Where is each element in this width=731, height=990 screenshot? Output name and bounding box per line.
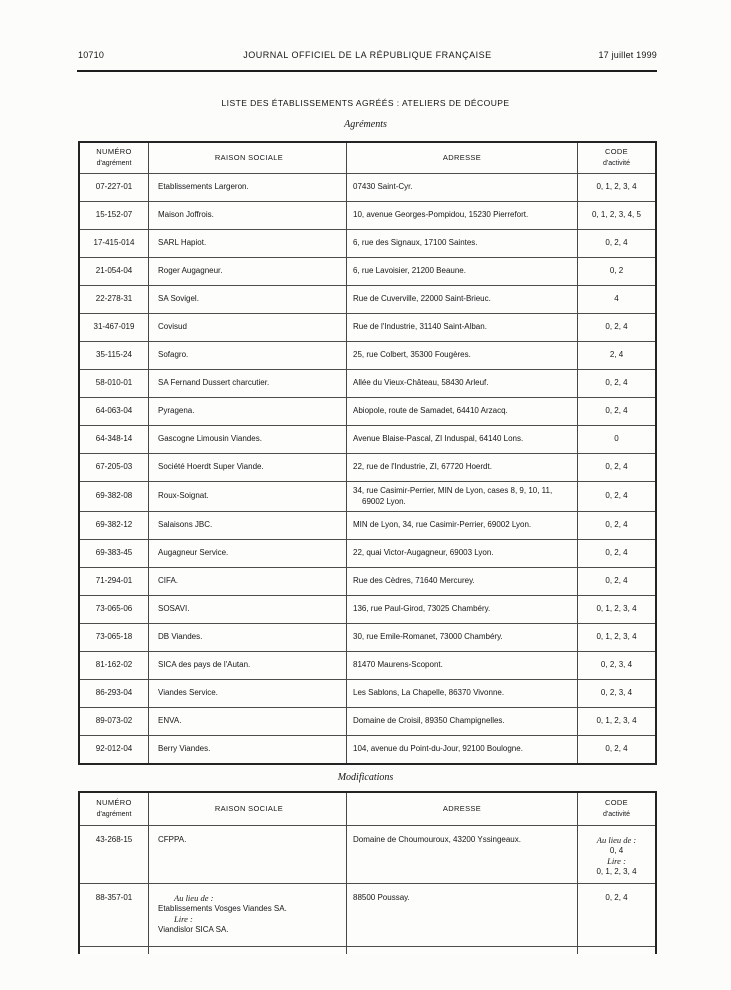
cell-numero-agrement-text: 64-348-14 bbox=[95, 434, 133, 444]
cell-numero-agrement-text: 88-357-01 bbox=[95, 893, 133, 902]
cell-adresse-text: 34, rue Casimir-Perrier, MIN de Lyon, cases 8, 9, 10, 11, 69002 Lyon. bbox=[353, 486, 553, 506]
cell-adresse bbox=[346, 652, 577, 679]
cell-code-activite-text: 0, 1, 2, 3, 4 bbox=[596, 604, 637, 614]
cell-numero-agrement bbox=[80, 708, 148, 735]
cell-code-activite bbox=[577, 884, 655, 946]
cell-raison-sociale-text: DB Viandes. bbox=[158, 632, 203, 642]
cell-adresse bbox=[346, 512, 577, 539]
cell-adresse-text: MIN de Lyon, 34, rue Casimir-Perrier, 69002 Lyon. bbox=[353, 520, 532, 530]
cell-code-activite bbox=[577, 826, 655, 883]
cell-adresse bbox=[346, 680, 577, 707]
cell-raison-sociale bbox=[148, 512, 346, 539]
column-header-sublabel: d'agrément bbox=[96, 159, 132, 167]
cell-raison-sociale bbox=[148, 884, 346, 946]
cell-adresse-text: 88500 Poussay. bbox=[353, 893, 410, 902]
cell-adresse-text: 81470 Maurens-Scopont. bbox=[353, 660, 443, 670]
cell-code-activite-text: 0, 1, 2, 3, 4 bbox=[596, 632, 637, 642]
section-subtitle-agrements: Agréments bbox=[344, 119, 387, 130]
cell-adresse-text: Avenue Blaise-Pascal, ZI Induspal, 64140 Lons. bbox=[353, 434, 524, 444]
cell-numero-agrement bbox=[80, 652, 148, 679]
cell-numero-agrement-text: 35-115-24 bbox=[96, 350, 132, 360]
cell-line: Au lieu de : bbox=[174, 893, 214, 903]
cell-code-activite bbox=[577, 230, 655, 257]
cell-lines bbox=[158, 893, 340, 935]
cell-adresse bbox=[346, 596, 577, 623]
cell-code-activite-text: 0, 2, 4 bbox=[605, 322, 628, 332]
cell-code-activite bbox=[577, 680, 655, 707]
cell-adresse bbox=[346, 398, 577, 425]
journal-title: JOURNAL OFFICIEL DE LA RÉPUBLIQUE FRANÇAISE bbox=[243, 50, 492, 60]
cell-numero-agrement bbox=[80, 258, 148, 285]
column-header-sublabel: d'agrément bbox=[96, 810, 132, 818]
cell-raison-sociale bbox=[148, 370, 346, 397]
cell-numero-agrement-text: 67-205-03 bbox=[95, 462, 133, 472]
cell-adresse bbox=[346, 454, 577, 481]
cell-numero-agrement bbox=[80, 884, 148, 946]
cell-raison-sociale bbox=[148, 596, 346, 623]
cell-raison-sociale bbox=[148, 258, 346, 285]
cell-adresse bbox=[346, 884, 577, 946]
cell-numero-agrement-text: 92-012-04 bbox=[95, 744, 133, 754]
cell-adresse bbox=[346, 370, 577, 397]
cell-adresse-text: 104, avenue du Point-du-Jour, 92100 Boulogne. bbox=[353, 744, 523, 754]
cell-adresse bbox=[346, 568, 577, 595]
cell-adresse-text: 22, quai Victor-Augagneur, 69003 Lyon. bbox=[353, 548, 494, 558]
cell-code-activite-text: 0, 2, 4 bbox=[605, 520, 628, 530]
cell-raison-sociale bbox=[148, 174, 346, 201]
cell-code-activite-text: 0, 2, 3, 4 bbox=[600, 660, 633, 670]
cell-adresse bbox=[346, 230, 577, 257]
column-header-sublabel: d'activité bbox=[602, 159, 630, 167]
cell-code-activite bbox=[577, 624, 655, 651]
column-header-label: RAISON SOCIALE bbox=[214, 803, 284, 813]
cell-numero-agrement bbox=[80, 286, 148, 313]
column-header-c-code bbox=[577, 143, 655, 173]
table-row bbox=[80, 453, 655, 481]
cell-adresse-text: Rue de l'Industrie, 31140 Saint-Alban. bbox=[353, 322, 487, 332]
table-row bbox=[80, 539, 655, 567]
cell-adresse-text: 136, rue Paul-Girod, 73025 Chambéry. bbox=[353, 604, 491, 614]
header-rule bbox=[77, 70, 657, 72]
cell-code-activite bbox=[577, 426, 655, 453]
table-row bbox=[80, 397, 655, 425]
cell-code-activite bbox=[577, 398, 655, 425]
cell-code-activite bbox=[577, 482, 655, 511]
cell-code-activite-text: 2, 4 bbox=[609, 350, 624, 360]
cell-line: Viandislor SICA SA. bbox=[158, 924, 229, 934]
cell-numero-agrement bbox=[80, 512, 148, 539]
table-row bbox=[80, 425, 655, 453]
cell-raison-sociale-text: Etablissements Largeron. bbox=[158, 182, 249, 192]
cell-numero-agrement-text: 69-382-12 bbox=[95, 520, 133, 530]
cell-raison-sociale bbox=[148, 314, 346, 341]
cell-raison-sociale-text: Roux-Soignat. bbox=[158, 491, 209, 501]
cell-code-activite-text: 0, 1, 2, 3, 4 bbox=[596, 182, 637, 192]
cell-raison-sociale bbox=[148, 202, 346, 229]
section-subtitle-modifications: Modifications bbox=[337, 772, 394, 783]
cell-raison-sociale-text: ENVA. bbox=[158, 716, 182, 726]
cell-raison-sociale bbox=[148, 736, 346, 763]
cell-code-activite-text: 0, 2, 4 bbox=[605, 548, 628, 558]
column-header-label: ADRESSE bbox=[442, 803, 482, 813]
cell-raison-sociale-text: Covisud bbox=[158, 322, 187, 332]
table-row bbox=[80, 369, 655, 397]
column-header-c-num bbox=[80, 793, 148, 825]
cell-numero-agrement bbox=[80, 680, 148, 707]
cell-raison-sociale bbox=[148, 286, 346, 313]
cell-code-activite-text: 0 bbox=[614, 434, 619, 444]
cell-code-activite-text: 0, 2, 4 bbox=[605, 378, 628, 388]
column-header-c-addr bbox=[346, 143, 577, 173]
cutoff-stub-row bbox=[80, 946, 655, 954]
cell-numero-agrement bbox=[80, 398, 148, 425]
cell-line: 0, 1, 2, 3, 4 bbox=[596, 866, 637, 876]
cell-raison-sociale bbox=[148, 708, 346, 735]
cell-code-activite bbox=[577, 454, 655, 481]
cell-adresse-text: Allée du Vieux-Château, 58430 Arleuf. bbox=[353, 378, 489, 388]
cell-code-activite-text: 0, 2, 4 bbox=[605, 576, 628, 586]
cell-line: 0, 4 bbox=[609, 845, 624, 855]
cell-adresse-text: Rue des Cèdres, 71640 Mercurey. bbox=[353, 576, 475, 586]
cell-raison-sociale bbox=[148, 568, 346, 595]
table-row bbox=[80, 595, 655, 623]
column-header-label: RAISON SOCIALE bbox=[214, 152, 284, 162]
table-row bbox=[80, 735, 655, 763]
cell-numero-agrement-text: 69-382-08 bbox=[95, 491, 133, 501]
column-header-c-num bbox=[80, 143, 148, 173]
cell-adresse bbox=[346, 314, 577, 341]
cell-raison-sociale-text: Viandes Service. bbox=[158, 688, 218, 698]
cell-code-activite bbox=[577, 342, 655, 369]
cell-raison-sociale-text: Salaisons JBC. bbox=[158, 520, 213, 530]
list-title: LISTE DES ÉTABLISSEMENTS AGRÉÉS : ATELIERS DE DÉCOUPE bbox=[221, 98, 510, 108]
cell-adresse bbox=[346, 736, 577, 763]
table-row bbox=[80, 623, 655, 651]
column-header-label: NUMÉRO bbox=[96, 798, 132, 807]
cell-adresse bbox=[346, 342, 577, 369]
cell-numero-agrement-text: 21-054-04 bbox=[95, 266, 133, 276]
cell-numero-agrement-text: 73-065-06 bbox=[95, 604, 133, 614]
cutoff-stub-cell bbox=[80, 947, 148, 954]
cutoff-stub-cell bbox=[577, 947, 655, 954]
cell-code-activite bbox=[577, 652, 655, 679]
cell-numero-agrement bbox=[80, 230, 148, 257]
column-header-c-name bbox=[148, 793, 346, 825]
cell-numero-agrement-text: 89-073-02 bbox=[95, 716, 133, 726]
cell-code-activite-text: 0, 2, 3, 4 bbox=[600, 688, 633, 698]
cell-line: Etablissements Vosges Viandes SA. bbox=[158, 903, 287, 913]
table-row bbox=[80, 173, 655, 201]
cell-numero-agrement bbox=[80, 568, 148, 595]
cell-code-activite-text: 0, 2, 4 bbox=[605, 406, 628, 416]
cell-code-activite bbox=[577, 174, 655, 201]
page-header bbox=[78, 50, 657, 60]
table-row bbox=[80, 229, 655, 257]
cell-adresse bbox=[346, 624, 577, 651]
cell-line: Au lieu de : bbox=[596, 835, 637, 845]
cell-adresse-text: 10, avenue Georges-Pompidou, 15230 Pierrefort. bbox=[353, 210, 529, 220]
cell-numero-agrement bbox=[80, 370, 148, 397]
column-header-sublabel: d'activité bbox=[602, 810, 630, 818]
cutoff-stub-cell bbox=[148, 947, 346, 954]
table-row bbox=[80, 285, 655, 313]
column-header-c-addr bbox=[346, 793, 577, 825]
cell-raison-sociale-text: Augagneur Service. bbox=[158, 548, 229, 558]
table-row bbox=[80, 679, 655, 707]
cell-raison-sociale bbox=[148, 680, 346, 707]
cell-numero-agrement bbox=[80, 342, 148, 369]
cell-adresse bbox=[346, 174, 577, 201]
cell-raison-sociale bbox=[148, 342, 346, 369]
cell-numero-agrement-text: 69-383-45 bbox=[95, 548, 133, 558]
cutoff-stub-cell bbox=[346, 947, 577, 954]
cell-code-activite-text: 0, 2, 4 bbox=[605, 462, 628, 472]
cell-code-activite-text: 0, 1, 2, 3, 4 bbox=[596, 716, 637, 726]
table-row bbox=[80, 567, 655, 595]
cell-numero-agrement-text: 64-063-04 bbox=[95, 406, 133, 416]
cell-code-activite-text: 0, 2, 4 bbox=[605, 744, 628, 754]
cell-adresse bbox=[346, 426, 577, 453]
cell-raison-sociale bbox=[148, 454, 346, 481]
cell-raison-sociale-text: SA Fernand Dussert charcutier. bbox=[158, 378, 270, 388]
cell-code-activite bbox=[577, 370, 655, 397]
cell-numero-agrement-text: 07-227-01 bbox=[95, 182, 133, 192]
cell-numero-agrement-text: 17-415-014 bbox=[93, 238, 135, 248]
cell-adresse bbox=[346, 540, 577, 567]
cell-numero-agrement-text: 86-293-04 bbox=[95, 688, 133, 698]
column-header-c-code bbox=[577, 793, 655, 825]
cell-code-activite bbox=[577, 596, 655, 623]
cell-raison-sociale bbox=[148, 652, 346, 679]
cell-numero-agrement bbox=[80, 596, 148, 623]
cell-numero-agrement-text: 58-010-01 bbox=[95, 378, 133, 388]
cell-adresse bbox=[346, 286, 577, 313]
table-row bbox=[80, 201, 655, 229]
cell-adresse bbox=[346, 258, 577, 285]
cell-raison-sociale-text: Roger Augagneur. bbox=[158, 266, 223, 276]
cell-numero-agrement-text: 43-268-15 bbox=[95, 835, 133, 844]
cell-code-activite bbox=[577, 286, 655, 313]
cell-raison-sociale-text: SICA des pays de l'Autan. bbox=[158, 660, 251, 670]
cell-raison-sociale-text: Sofagro. bbox=[158, 350, 189, 360]
cell-raison-sociale bbox=[148, 398, 346, 425]
table-header-row bbox=[80, 143, 655, 173]
cell-numero-agrement bbox=[80, 202, 148, 229]
cell-adresse bbox=[346, 482, 577, 511]
cell-raison-sociale bbox=[148, 624, 346, 651]
cell-raison-sociale bbox=[148, 482, 346, 511]
cell-raison-sociale bbox=[148, 230, 346, 257]
cell-code-activite bbox=[577, 202, 655, 229]
cell-adresse bbox=[346, 826, 577, 883]
cell-numero-agrement bbox=[80, 174, 148, 201]
cell-adresse-text: Abiopole, route de Samadet, 64410 Arzacq. bbox=[353, 406, 508, 416]
cell-numero-agrement-text: 73-065-18 bbox=[95, 632, 133, 642]
column-header-label: CODE bbox=[604, 147, 629, 156]
table-row bbox=[80, 257, 655, 285]
cell-adresse bbox=[346, 708, 577, 735]
cell-raison-sociale-text: Gascogne Limousin Viandes. bbox=[158, 434, 262, 444]
cell-numero-agrement-text: 81-162-02 bbox=[95, 660, 133, 670]
table-row bbox=[80, 883, 655, 946]
cell-code-activite-text: 4 bbox=[614, 294, 619, 304]
cell-adresse-text: 07430 Saint-Cyr. bbox=[353, 182, 413, 192]
column-header-label: CODE bbox=[604, 798, 629, 807]
cell-numero-agrement-text: 31-467-019 bbox=[93, 322, 135, 332]
cell-numero-agrement-text: 71-294-01 bbox=[95, 576, 133, 586]
cell-numero-agrement bbox=[80, 426, 148, 453]
cell-code-activite bbox=[577, 568, 655, 595]
cell-raison-sociale-text: Société Hoerdt Super Viande. bbox=[158, 462, 264, 472]
cell-adresse-text: 25, rue Colbert, 35300 Fougères. bbox=[353, 350, 471, 360]
modifications-table bbox=[78, 791, 657, 954]
cell-raison-sociale bbox=[148, 540, 346, 567]
cell-numero-agrement bbox=[80, 454, 148, 481]
cell-numero-agrement bbox=[80, 826, 148, 883]
cell-adresse-text: Les Sablons, La Chapelle, 86370 Vivonne. bbox=[353, 688, 505, 698]
cell-code-activite bbox=[577, 314, 655, 341]
cell-numero-agrement bbox=[80, 540, 148, 567]
column-header-label: ADRESSE bbox=[442, 152, 482, 162]
cell-adresse-text: Domaine de Croisil, 89350 Champignelles. bbox=[353, 716, 505, 726]
cell-adresse-text: 30, rue Emile-Romanet, 73000 Chambéry. bbox=[353, 632, 503, 642]
cell-code-activite bbox=[577, 512, 655, 539]
cell-code-activite-text: 0, 1, 2, 3, 4, 5 bbox=[592, 210, 641, 220]
table-row bbox=[80, 707, 655, 735]
cell-raison-sociale-text: CIFA. bbox=[158, 576, 179, 586]
cell-code-activite-text: 0, 2, 4 bbox=[605, 491, 628, 501]
cell-code-activite-text: 0, 2, 4 bbox=[605, 893, 628, 902]
cell-raison-sociale-text: Pyragena. bbox=[158, 406, 195, 416]
column-header-c-name bbox=[148, 143, 346, 173]
cell-numero-agrement bbox=[80, 314, 148, 341]
table-header-row bbox=[80, 793, 655, 825]
cell-code-activite bbox=[577, 540, 655, 567]
column-header-label: NUMÉRO bbox=[96, 147, 132, 156]
cell-raison-sociale-text: SA Sovigel. bbox=[158, 294, 199, 304]
cell-code-activite bbox=[577, 708, 655, 735]
cell-numero-agrement-text: 15-152-07 bbox=[95, 210, 133, 220]
page-number: 10710 bbox=[78, 50, 105, 60]
cell-raison-sociale-text: SARL Hapiot. bbox=[158, 238, 207, 248]
table-row bbox=[80, 341, 655, 369]
cell-code-activite-text: 0, 2, 4 bbox=[605, 238, 628, 248]
cell-line: Lire : bbox=[174, 914, 193, 924]
table-row bbox=[80, 825, 655, 883]
table-row bbox=[80, 313, 655, 341]
cell-line: Lire : bbox=[607, 856, 626, 866]
cell-raison-sociale-text: SOSAVI. bbox=[158, 604, 190, 614]
cell-raison-sociale-text: Maison Joffrois. bbox=[158, 210, 214, 220]
cell-raison-sociale-text: Berry Viandes. bbox=[158, 744, 211, 754]
cell-numero-agrement bbox=[80, 736, 148, 763]
cell-adresse-text: 6, rue des Signaux, 17100 Saintes. bbox=[353, 238, 478, 248]
cell-raison-sociale bbox=[148, 426, 346, 453]
agrements-table bbox=[78, 141, 657, 765]
cell-adresse bbox=[346, 202, 577, 229]
cell-numero-agrement bbox=[80, 482, 148, 511]
cell-code-activite bbox=[577, 736, 655, 763]
cell-code-activite-text: 0, 2 bbox=[609, 266, 624, 276]
table-row bbox=[80, 651, 655, 679]
cell-adresse-text: 22, rue de l'Industrie, ZI, 67720 Hoerdt. bbox=[353, 462, 492, 472]
table-row bbox=[80, 481, 655, 511]
issue-date: 17 juillet 1999 bbox=[598, 50, 657, 60]
cell-code-activite bbox=[577, 258, 655, 285]
cell-lines bbox=[584, 835, 649, 877]
cell-raison-sociale-text: CFPPA. bbox=[158, 835, 187, 844]
cell-raison-sociale bbox=[148, 826, 346, 883]
cell-adresse-text: Rue de Cuverville, 22000 Saint-Brieuc. bbox=[353, 294, 491, 304]
cell-adresse-text: 6, rue Lavoisier, 21200 Beaune. bbox=[353, 266, 466, 276]
cell-numero-agrement bbox=[80, 624, 148, 651]
table-row bbox=[80, 511, 655, 539]
cell-numero-agrement-text: 22-278-31 bbox=[95, 294, 133, 304]
cell-adresse-text: Domaine de Choumouroux, 43200 Yssingeaux. bbox=[353, 835, 521, 844]
